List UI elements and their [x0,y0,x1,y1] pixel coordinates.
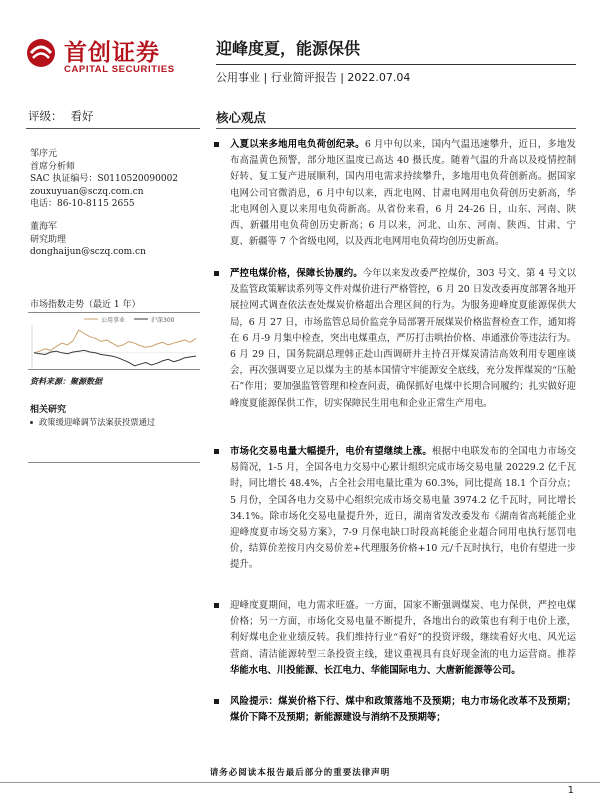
point-lead: 严控电煤价格，保障长协履约。 [230,268,363,279]
main-divider [216,128,576,129]
analyst-name: 邹序元 [30,149,58,159]
report-meta: 公用事业 | 行业简评报告 | 2022.07.04 [216,71,411,84]
risk-text: 风险提示：煤炭价格下行、煤中和政策落地不及预期；电力市场化改革不及预期；煤价下降不及预期；新能源建设与消纳不及预期等； [230,696,576,724]
core-views-heading: 核心观点 [216,110,267,125]
analyst-license: SAC 执证编号：S0110520090002 [30,174,179,184]
related-research-heading: 相关研究 [30,405,67,415]
bullet-icon [30,421,33,424]
report-title: 迎峰度夏，能源保供 [216,39,361,58]
related-research-link[interactable]: 政策缓迎峰调节法案获投票通过 [39,417,156,427]
point-body: 今年以来发改委严控煤价，303 号文、第 4 号文以及监管政策解读系列等文件对煤价进行严格管控，6 月 20 日发改委再度部署各地开展拉网式调查依法查处煤炭价格超出合理区间的行为。为服务迎峰度夏能源保供大局，6 月 27 日，市场监管总局价监竞争局部署开展煤炭价格监督检查工作，通知将在 6 月-9 月集中检查，突出电煤重点，严厉打击哄抬价格、串通涨价等违法行为。6 月 29 日，国务院副总理韩正赴山西调研并主持召开煤炭清洁高效利用专题座谈会，再次强调要立足以煤为主的基本国情守牢能源安全底线，充分发挥煤炭的“压舱石”作用；要加强监管管理和检查问责，确保抓好电煤中长期合同履约；扎实做好迎峰度夏能源保供工作，切实保障民生用电和企业正常生产用电。 [230,268,576,409]
logo-mark-icon [26,38,56,68]
analyst-email[interactable]: donghaijun@sczq.com.cn [30,247,146,257]
analyst-role: 首席分析师 [30,161,76,172]
analyst-2 [30,221,146,259]
risk-warning [214,694,576,726]
logo-text-en: CAPITAL SECURITIES [64,64,175,75]
footer-divider [0,782,600,783]
related-research-item[interactable] [30,416,155,428]
bullet-icon [214,699,219,704]
analyst-phone: 电话：86-10-8115 2655 [30,199,135,209]
rating-label: 评级： [28,109,63,123]
chart-series-line-1 [34,330,196,353]
point-body: 6 月中旬以来，国内气温迅速攀升，近日，多地发布高温黄色预警，部分地区温度已高达 40 摄氏度。随着气温的升高以及疫情控制好转、复工复产进展顺利，国内用电需求持续攀升，多地用电负荷创新高。据国家电网公司官微消息，6 月中旬以来，西北电网、甘肃电网用电负荷创历史新高，华北电网创入夏以来用电负荷新高。从省份来看，6 月 24-26 日，山东、河南、陕西、新疆用电负荷创历史新高；6 月以来，河北、山东、河南、陕西、甘肃、宁夏、新疆等 7 个省级电网，以及西北电网用电负荷均创历史新高。 [230,139,576,248]
legal-notice: 请务必阅读本报告最后部分的重要法律声明 [209,768,391,778]
core-point-3 [214,444,576,574]
analyst-email[interactable]: zouxuyuan@sczq.com.cn [30,186,144,197]
rating [28,108,94,124]
analyst-name: 董海军 [30,222,58,232]
market-index-chart [28,312,200,370]
core-point-4 [214,598,576,679]
core-point-2 [214,266,576,412]
core-point-1 [214,137,576,250]
chart-source: 资料来源：聚源数据 [30,376,102,386]
chart-svg [28,313,200,371]
point-lead: 入夏以来多地用电负荷创纪录。 [230,139,365,150]
page-number: 1 [567,785,574,796]
point-body: 迎峰度夏期间，电力需求旺盛。一方面，国家不断强调煤炭、电力保供，严控电煤价格；另一方面，市场化交易电量不断提升，各地出台的政策也有利于电价上涨，利好煤电企业业绩反转。我们维持行业“看好”的投资评级，继续看好火电、风光运营商、清洁能源转型三条投资主线，建议重视具有良好现金流的电力运营商。推荐 [230,600,576,660]
analyst-1 [30,148,178,211]
company-logo [26,34,196,82]
logo-text-cn: 首创证券 [64,40,160,66]
sidebar-divider [26,128,200,129]
bullet-icon [214,271,219,276]
point-lead: 市场化交易电量大幅提升，电价有望继续上涨。 [230,446,432,457]
legend-label-series-1: 公用事业 [101,317,126,324]
related-divider [28,462,200,463]
bullet-icon [214,449,219,454]
legend-label-series-2: 沪深300 [151,317,175,324]
chart-legend [84,316,175,324]
header-divider [216,64,576,65]
chart-title: 市场指数走势（最近 1 年） [30,300,141,310]
bullet-icon [214,142,219,147]
bullet-icon [214,603,219,608]
chart-lines [34,330,196,366]
analyst-role: 研究助理 [30,234,67,245]
point-recommendations: 华能水电、川投能源、长江电力、华能国际电力、大唐新能源等公司。 [230,664,521,676]
point-body: 根据中电联发布的全国电力市场交易简况，1-5 月，全国各电力交易中心累计组织完成市场交易电量 20229.2 亿千瓦时，同比增长 48.4%，占全社会用电量比重为 60.3%，同比提高 18.1 个百分点；5 月份，全国各电力交易中心组织完成市场交易电量 3974.2 亿千瓦时，同比增长 34.1%。除市场化交易电量提升外，近日，湖南省发改委发布《湖南省高耗能企业迎峰度夏市场交易方案》，7-9 月保电缺口时段高耗能企业超合同用电执行惩罚电价，结算价差按月内交易价差+代理服务价格+10 元/千瓦时执行，电价有望进一步提升。 [230,446,576,571]
rating-value: 看好 [70,109,94,123]
